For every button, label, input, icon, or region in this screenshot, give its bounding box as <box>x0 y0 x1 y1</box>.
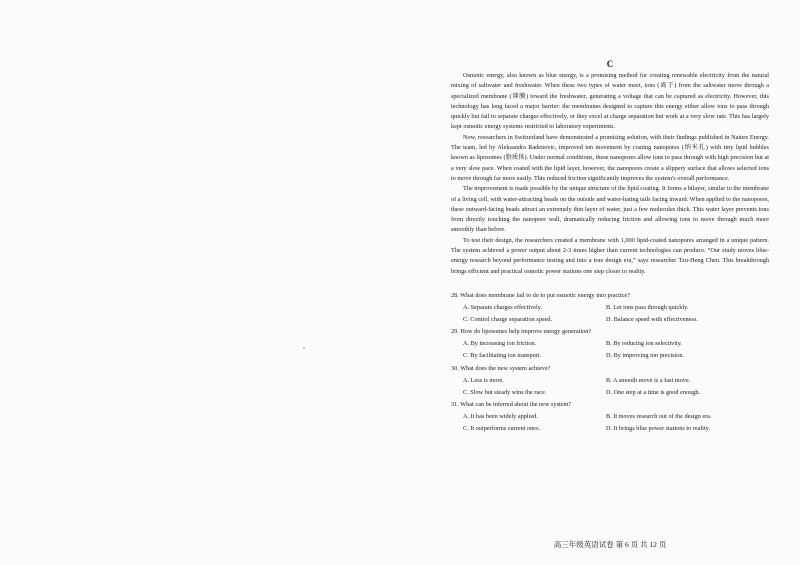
passage-paragraph: Osmotic energy, also known as blue energy, is a promising method for creating renewable electricity from the natural mixing of saltwater and freshwater. When these two types of water meet, ions (离子) from the saltwater move through a specialized membrane (薄膜) toward the freshwater, generating a voltage that can be captured as electricity. However, this technology has long faced a major barrier: the membranes designed to capture this energy either allow ions to pass through quickly but fail to separate charges effectively, or they excel at charge separation but work at a very slow rate. This has largely kept osmotic energy systems restricted to laboratory experiments. <box>451 72 769 131</box>
question-stem: 28. What does membrane fail to do to put osmotic energy into practice? <box>451 291 631 299</box>
question-options <box>451 411 769 435</box>
passage <box>451 71 769 277</box>
option: A. Less is more. <box>463 376 504 384</box>
question-options <box>451 302 769 326</box>
passage-paragraph: To test their design, the researchers created a membrane with 1,000 lipid-coated nanopores arranged in a unique pattern. The system achieved a power output about 2-3 times higher than current technologies can produce. “Our study moves blue-energy research beyond performance testing and into a true design era,” says researcher Tzu-Heng Chen. This breakthrough brings efficient and practical osmotic power stations one step closer to reality. <box>451 236 769 275</box>
page-footer: 高三年级英语试卷 第 6 页 共 12 页 <box>553 540 667 549</box>
option: B. A smooth move is a fast move. <box>606 376 691 384</box>
option: D. Balance speed with effectiveness. <box>606 316 698 324</box>
question-stem: 29. How do liposomes help improve energy generation? <box>451 328 592 336</box>
option: C. By facilitating ion transport. <box>463 352 542 360</box>
question-options <box>451 338 769 362</box>
question <box>451 399 769 435</box>
passage-paragraph: Now, researchers in Switzerland have demonstrated a promising solution, with their findings published in Nature Energy. The team, led by Aleksandra Radenovic, improved ion movement by coating nanopores (纳米孔) with tiny lipid bubbles known as liposomes (脂质体). Under normal conditions, these nanopores allow ions to pass through with high precision but at a very slow pace. When coated with the lipid layer, however, the nanopores create a slippery surface that allows selected ions to move through far more easily. This reduced friction significantly improves the system's overall performance. <box>451 133 769 182</box>
option: C. It outperforms current ones. <box>463 424 541 432</box>
scan-speck <box>303 347 305 349</box>
question <box>451 290 769 326</box>
option: A. Separate charges effectively. <box>463 304 543 312</box>
option: D. It brings blue power stations to reality. <box>606 424 710 432</box>
question-stem: 31. What can be inferred about the new system? <box>451 400 572 408</box>
option: B. By reducing ion selectivity. <box>606 340 682 348</box>
question <box>451 363 769 399</box>
passage-paragraph: The improvement is made possible by the unique structure of the lipid coating. It forms a bilayer, similar to the membrane of a living cell, with water-attracting heads on the outside and water-hating tails facing inward. When applied to the nanopores, these outward-facing heads attract an extremely thin layer of water, just a few molecules thick. This water layer prevents ions from directly touching the nanopore wall, dramatically reducing friction and allowing ions to move through much more smoothly than before. <box>451 185 769 234</box>
section-label: C <box>606 59 614 69</box>
option: A. By increasing ion friction. <box>463 340 537 348</box>
option: D. One step at a time is good enough. <box>606 388 701 396</box>
question <box>451 326 769 362</box>
option: B. Let ions pass through quickly. <box>606 304 689 312</box>
option: B. It moves research out of the design era. <box>606 412 712 420</box>
reading-column <box>451 58 769 435</box>
option: C. Control charge separation speed. <box>463 316 553 324</box>
option: A. It has been widely applied. <box>463 412 538 420</box>
option: C. Slow but steady wins the race. <box>463 388 547 396</box>
question-stem: 30. What does the new system achieve? <box>451 364 551 372</box>
question-options <box>451 375 769 399</box>
option: D. By improving ion precision. <box>606 352 685 360</box>
question-list <box>451 290 769 435</box>
